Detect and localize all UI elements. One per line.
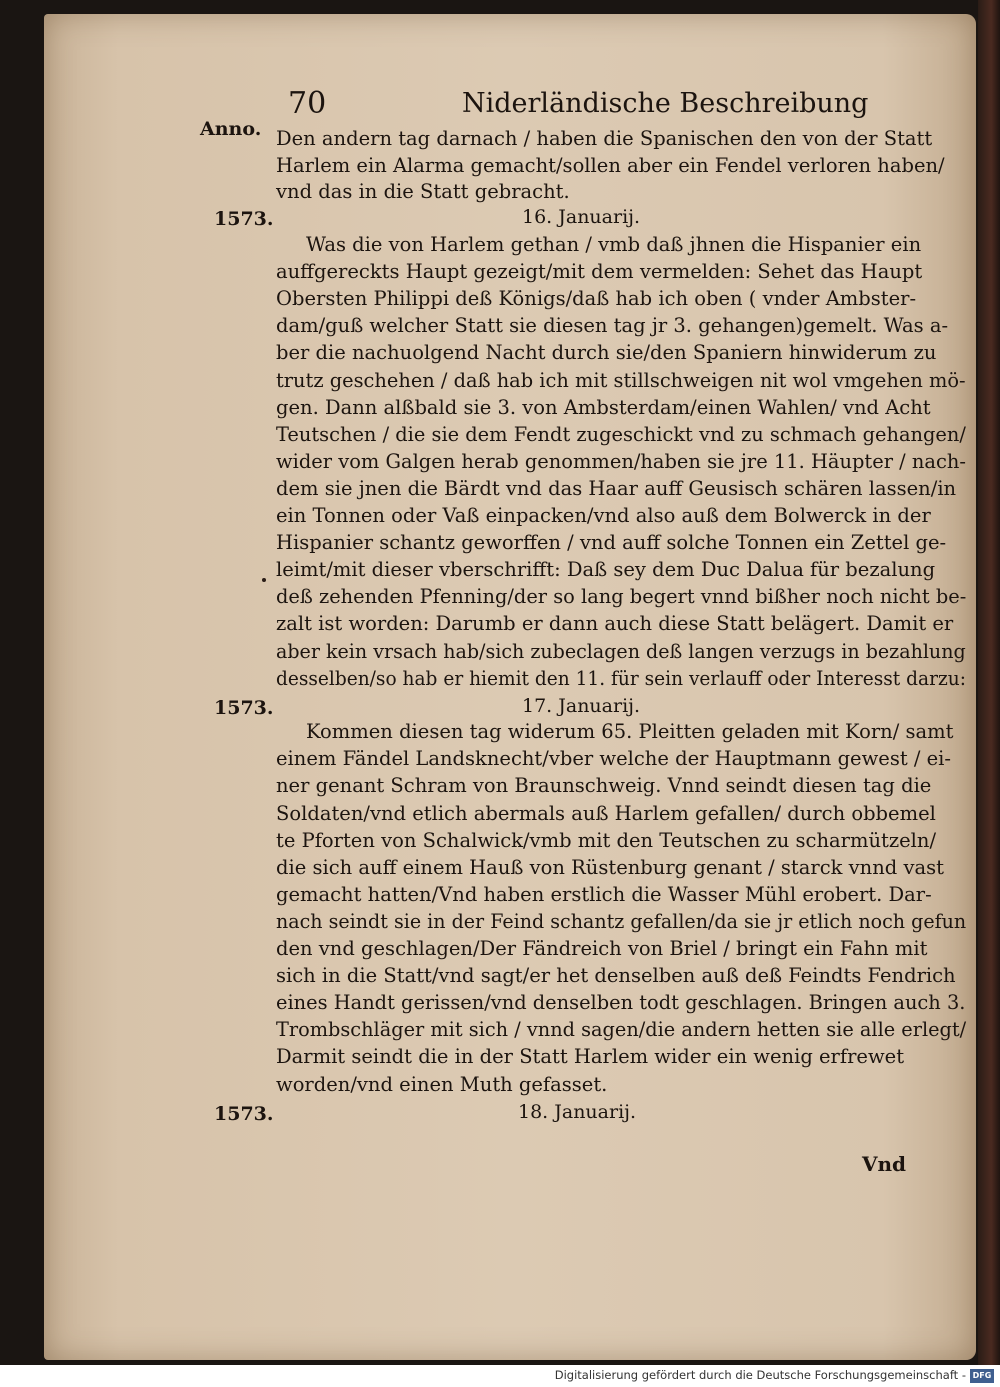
text-line: deß zehenden Pfenning/der so lang begert vnnd bißher noch nicht be- — [276, 585, 967, 609]
text-line: gemacht hatten/Vnd haben erstlich die Wasser Mühl erobert. Dar- — [276, 882, 932, 906]
margin-year: 1573. — [214, 696, 274, 719]
text-line: ein Tonnen oder Vaß einpacken/vnd also auß dem Bolwerck in der — [276, 504, 931, 527]
text-line: nach seindt sie in der Feind schantz gefallen/da sie jr etlich noch gefun — [276, 909, 967, 933]
text-line: gen. Dann alßbald sie 3. von Ambsterdam/einen Wahlen/ vnd Acht — [276, 395, 931, 419]
dfg-logo: DFG — [970, 1369, 994, 1383]
text-line: Was die von Harlem gethan / vmb daß jhnen die Hispanier ein — [306, 233, 922, 256]
margin-year: 1573. — [214, 1102, 274, 1125]
footer-bar — [0, 1365, 1000, 1387]
text-line: te Pforten von Schalwick/vmb mit den Teutschen zu scharmützeln/ — [276, 828, 937, 852]
text-line: Hispanier schantz geworffen / vnd auff solche Tonnen ein Zettel ge- — [276, 531, 947, 555]
text-line: zalt ist worden: Darumb er dann auch diese Statt belägert. Damit er — [276, 612, 954, 636]
text-line: Trombschläger mit sich / vnnd sagen/die andern hetten sie alle erlegt/ — [276, 1018, 967, 1042]
text-line: die sich auff einem Hauß von Rüstenburg genant / starck vnnd vast — [276, 855, 944, 879]
text-line: den vnd geschlagen/Der Fändreich von Briel / bringt ein Fahn mit — [276, 937, 928, 960]
text-line: Den andern tag darnach / haben die Spanischen den von der Statt — [276, 127, 933, 150]
text-line: auffgereckts Haupt gezeigt/mit dem vermelden: Sehet das Haupt — [276, 260, 923, 284]
text-line: desselben/so hab er hiemit den 11. für sein verlauff oder Interesst darzu: — [276, 666, 966, 690]
footer-credit: Digitalisierung gefördert durch die Deutsche Forschungsgemeinschaft - — [554, 1368, 966, 1382]
text-line: einem Fändel Landsknecht/vber welche der Hauptmann gewest / ei- — [276, 747, 951, 771]
text-line: worden/vnd einen Muth gefasset. — [276, 1072, 608, 1096]
text-line: vnd das in die Statt gebracht. — [276, 180, 570, 203]
text-line: aber kein vrsach hab/sich zubeclagen deß langen verzugs in bezahlung — [276, 639, 966, 663]
text-line: Kommen diesen tag widerum 65. Pleitten geladen mit Korn/ samt — [306, 720, 954, 744]
margin-year: 1573. — [214, 207, 274, 230]
running-title: Niderländische Beschreibung — [462, 88, 869, 119]
text-line: Soldaten/vnd etlich abermals auß Harlem gefallen/ durch obbemel — [276, 801, 936, 825]
margin-dot — [262, 578, 266, 582]
text-line: dam/guß welcher Statt sie diesen tag jr 3. gehangen)gemelt. Was a- — [276, 314, 949, 338]
text-line: Teutschen / die sie dem Fendt zugeschickt vnd zu schmach gehangen/ — [276, 422, 966, 446]
book-spine — [978, 0, 1000, 1365]
text-line: ner genant Schram von Braunschweig. Vnnd seindt diesen tag die — [276, 774, 932, 798]
text-line: sich in die Statt/vnd sagt/er het denselben auß deß Feindts Fendrich — [276, 964, 956, 988]
margin-anno: Anno. — [200, 118, 262, 140]
date-heading: 18. Januarij. — [518, 1100, 637, 1123]
text-line: Darmit seindt die in der Statt Harlem wider ein wenig erfrewet — [276, 1045, 905, 1069]
date-heading: 17. Januarij. — [522, 694, 641, 717]
text-line: leimt/mit dieser vberschrifft: Daß sey dem Duc Dalua für bezalung — [276, 558, 936, 582]
page-number: 70 — [288, 86, 327, 121]
text-line: ber die nachuolgend Nacht durch sie/den Spaniern hinwiderum zu — [276, 341, 937, 365]
date-heading: 16. Januarij. — [522, 205, 641, 228]
text-line: Harlem ein Alarma gemacht/sollen aber ein Fendel verloren haben/ — [276, 153, 945, 177]
text-line: wider vom Galgen herab genommen/haben sie jre 11. Häupter / nach- — [276, 449, 966, 473]
catchword: Vnd — [862, 1152, 907, 1176]
text-line: trutz geschehen / daß hab ich mit stillschweigen nit wol vmgehen mö- — [276, 368, 966, 392]
book-page — [44, 14, 976, 1360]
text-line: dem sie jnen die Bärdt vnd das Haar auff Geusisch schären lassen/in — [276, 476, 957, 500]
text-line: eines Handt gerissen/vnd denselben todt geschlagen. Bringen auch 3. — [276, 991, 966, 1015]
text-line: Obersten Philippi deß Königs/daß hab ich oben ( vnder Ambster- — [276, 287, 917, 311]
